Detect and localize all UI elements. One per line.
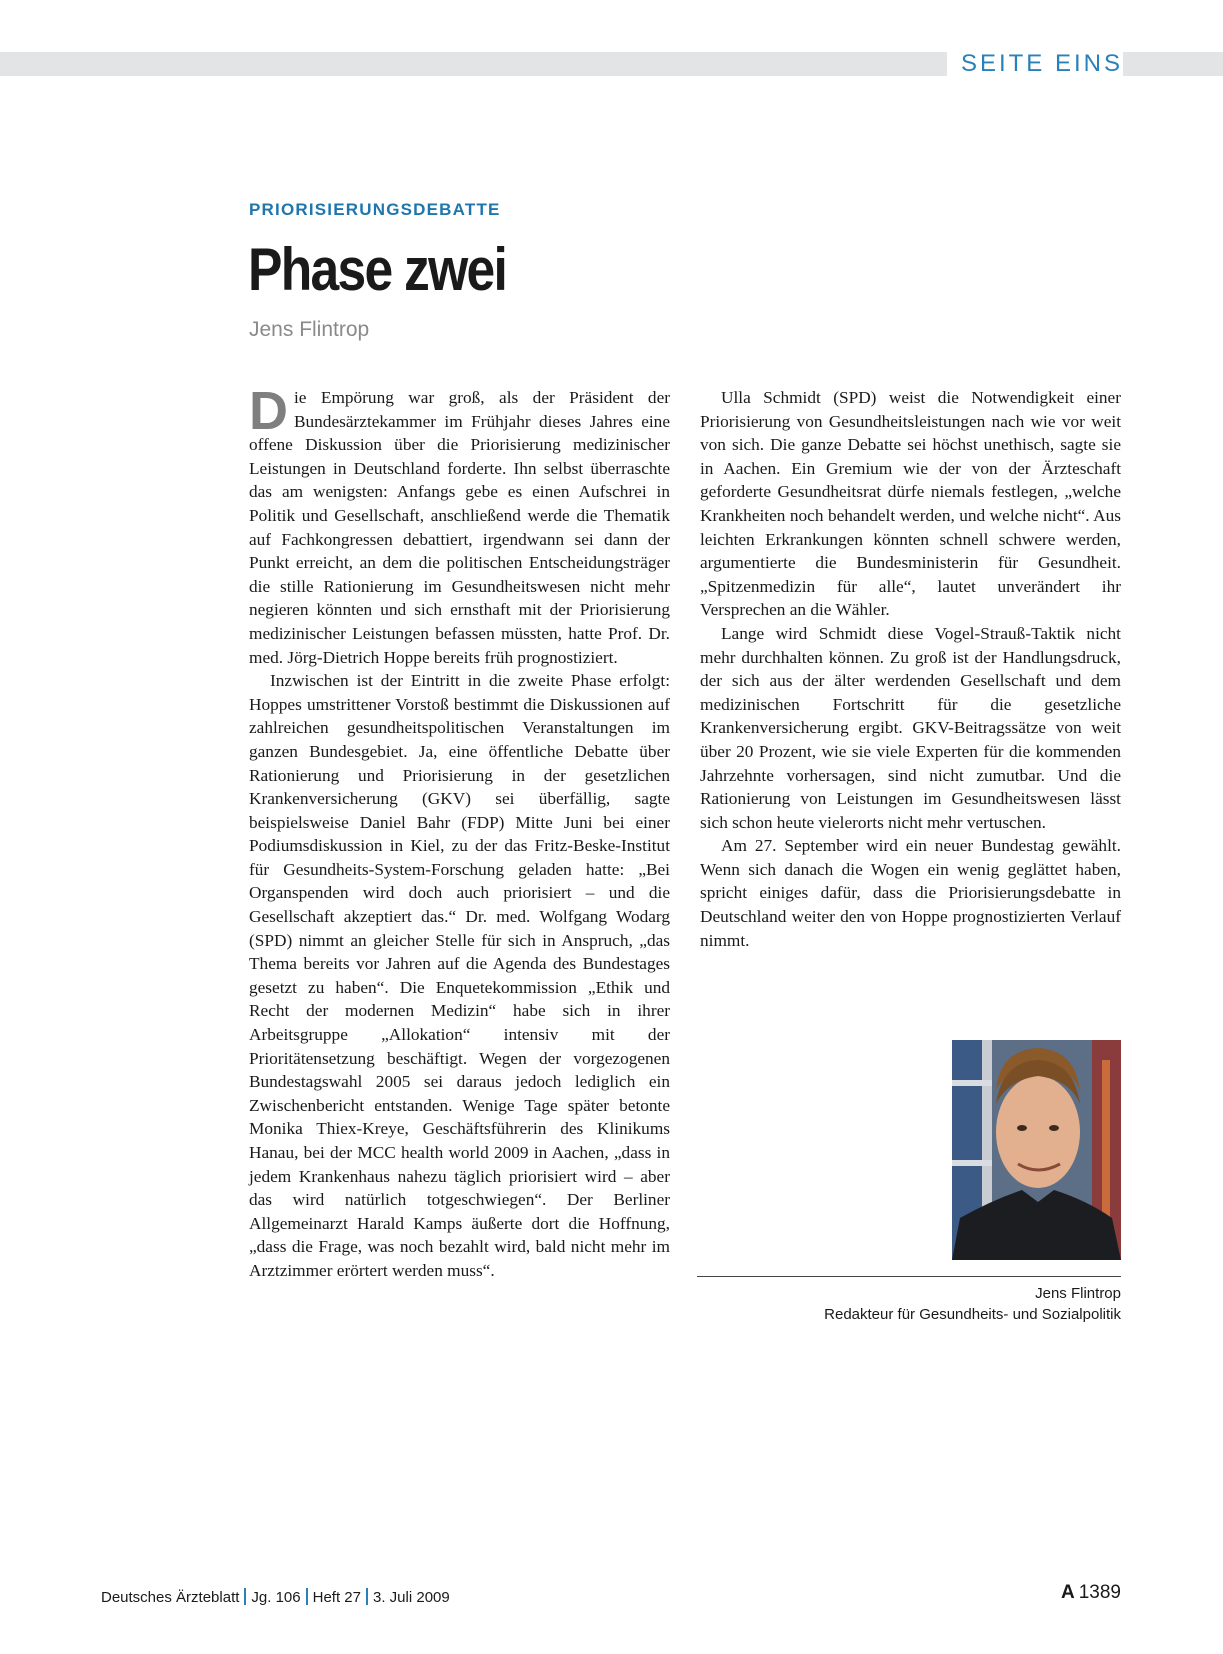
footer-publication: Deutsches Ärzteblatt bbox=[101, 1589, 240, 1606]
footer-issue: Heft 27 bbox=[312, 1589, 361, 1606]
footer-separator bbox=[306, 1588, 308, 1605]
author-portrait-illustration bbox=[952, 1040, 1121, 1260]
footer-date: 3. Juli 2009 bbox=[373, 1589, 450, 1606]
footer-separator bbox=[244, 1588, 246, 1605]
caption-divider bbox=[697, 1276, 1121, 1277]
paragraph: Ulla Schmidt (SPD) weist die Notwendigkeit einer Priorisierung von Gesundheitsleistungen nach wie vor weit von sich. Die ganze Debatte sei höchst unethisch, sagte sie in Aachen. Ein Gremium wie der von der Ärzteschaft geforderte Gesundheitsrat dürfe niemals festlegen, „welche Krankheiten noch behandelt werden, und welche nicht“. Aus leichten Erkrankungen könnten schnell schwere werden, argumentierte die Bundesministerin für Gesundheit. „Spitzenmedizin für alle“, lautet unverändert ihr Versprechen an die Wähler. bbox=[700, 388, 1121, 620]
paragraph-text: ie Empörung war groß, als der Präsident der Bundesärztekammer im Frühjahr dieses Jahres eine offene Diskussion über die Priorisierung medizinischer Leistungen in Deutschland forderte. Ihn selbst überraschte das am wenigsten: Anfangs gebe es einen Aufschrei in Politik und Gesellschaft, anschließend werde die Thematik auf Fachkongressen debattiert, irgendwann sei dann der Punkt erreicht, an dem die politischen Entscheidungsträger die stille Rationierung im Gesundheitswesen nicht mehr negieren könnten und sich ernsthaft mit der Priorisierung medizinischer Leistungen befassen müssten, hatte Prof. Dr. med. Jörg-Dietrich Hoppe bereits früh prognostiziert. bbox=[249, 388, 670, 667]
article-kicker: PRIORISIERUNGSDEBATTE bbox=[249, 200, 501, 219]
author-photo bbox=[952, 1040, 1121, 1260]
author-caption-name: Jens Flintrop bbox=[1035, 1285, 1121, 1302]
paragraph: Am 27. September wird ein neuer Bundestag gewählt. Wenn sich danach die Wogen ein wenig geglättet haben, spricht einiges dafür, dass die Priorisierungsdebatte in Deutschland weiter den von Hoppe prognostizierten Verlauf nimmt. bbox=[700, 836, 1121, 950]
article-author: Jens Flintrop bbox=[249, 318, 370, 341]
dropcap: D bbox=[249, 381, 288, 441]
article-column-right bbox=[700, 386, 1121, 952]
page-number-value: 1389 bbox=[1078, 1582, 1121, 1603]
page-number bbox=[1061, 1582, 1121, 1604]
paragraph: Lange wird Schmidt diese Vogel-Strauß-Taktik nicht mehr durchhalten können. Zu groß ist der Handlungsdruck, der sich aus der älter werdenden Gesellschaft und dem medizinischen Fortschritt für die gesetzliche Krankenversicherung ergibt. GKV-Beitragssätze von weit über 20 Prozent, wie sie viele Experten für die kommenden Jahrzehnte vorhersagen, sind nicht zumutbar. Und die Rationierung von Leistungen im Gesundheitswesen lässt sich schon heute vielerorts nicht mehr vertuschen. bbox=[700, 623, 1121, 832]
section-label: SEITE EINS bbox=[947, 50, 1123, 78]
footer-citation bbox=[101, 1588, 450, 1606]
footer-separator bbox=[366, 1588, 368, 1605]
paragraph: Inzwischen ist der Eintritt in die zweite Phase erfolgt: Hoppes umstrittener Vorstoß bestimmt die Diskussionen auf zahlreichen gesundheitspolitischen Veranstaltungen im ganzen Bundesgebiet. Ja, eine öffentliche Debatte über Rationierung und Priorisierung in der gesetzlichen Krankenversicherung (GKV) sei überfällig, sagte beispielsweise Daniel Bahr (FDP) Mitte Juni bei einer Podiumsdiskussion in Kiel, zu der das Fritz-Beske-Institut für Gesundheits-System-Forschung geladen hatte: „Bei Organspenden wird doch auch priorisiert – und die Gesellschaft akzeptiert das.“ Dr. med. Wolfgang Wodarg (SPD) nimmt an gleicher Stelle für sich in Anspruch, „das Thema bereits vor Jahren auf die Agenda des Bundestages gesetzt zu haben“. Die Enquetekommission „Ethik und Recht der modernen Medizin“ habe sich in ihrer Arbeitsgruppe „Allokation“ intensiv mit der Prioritätensetzung beschäftigt. Wegen der vorgezogenen Bundestagswahl 2005 sei daraus jedoch lediglich ein Zwischenbericht entstanden. Wenige Tage später betonte Monika Thiex-Kreye, Geschäftsführerin des Klinikums Hanau, bei der MCC health world 2009 in Aachen, „dass in jedem Krankenhaus nahezu täglich priorisiert wird – aber das wird natürlich totgeschwiegen“. Der Berliner Allgemeinarzt Harald Kamps äußerte dort die Hoffnung, „dass die Frage, was noch bezahlt wird, bald nicht mehr im Arztzimmer erörtert werden muss“. bbox=[249, 671, 670, 1280]
author-caption-role: Redakteur für Gesundheits- und Sozialpolitik bbox=[824, 1306, 1121, 1323]
paragraph bbox=[249, 381, 670, 669]
article-column-left bbox=[249, 381, 670, 1283]
article-title: Phase zwei bbox=[248, 236, 507, 303]
author-caption bbox=[824, 1283, 1121, 1325]
footer-volume: Jg. 106 bbox=[251, 1589, 301, 1606]
page-prefix: A bbox=[1060, 1582, 1075, 1603]
